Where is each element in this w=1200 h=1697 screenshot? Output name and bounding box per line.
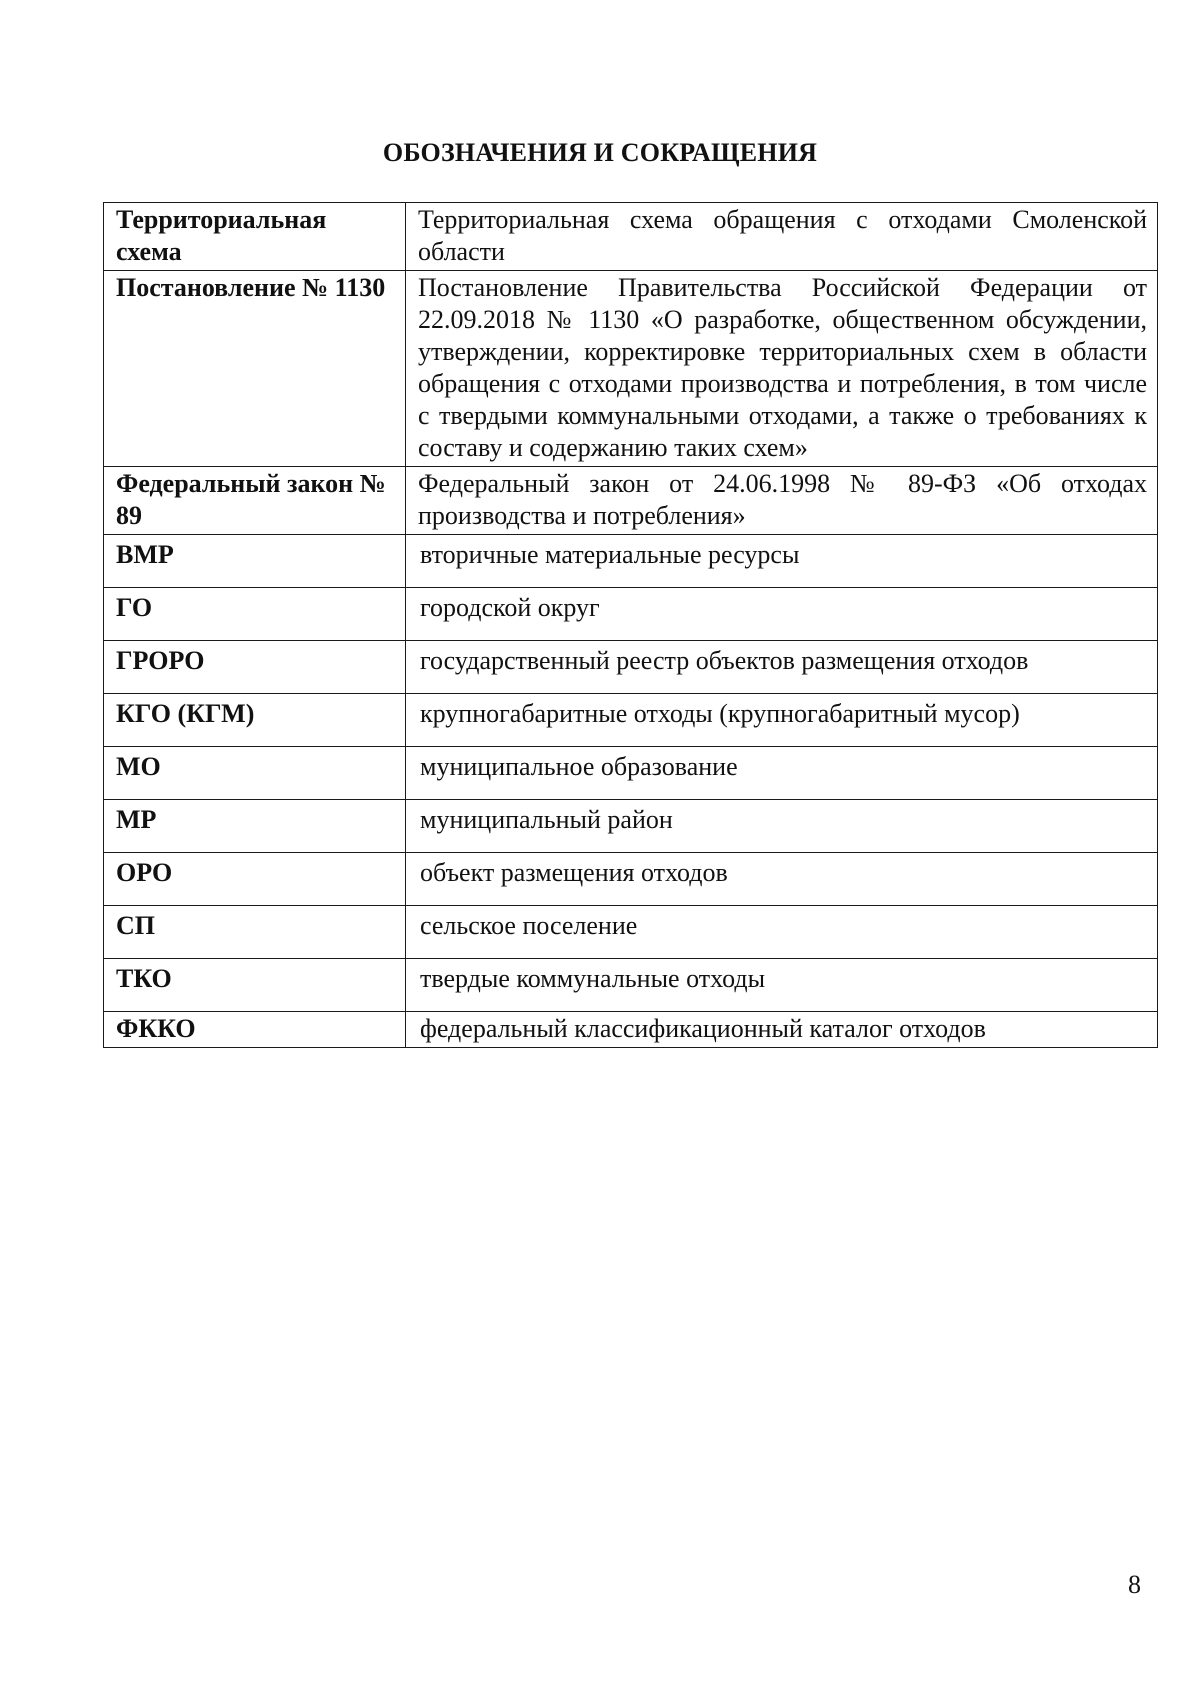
page-title: ОБОЗНАЧЕНИЯ И СОКРАЩЕНИЯ [382,138,818,167]
term-cell: МР [104,800,406,853]
page-number: 8 [1128,1570,1141,1599]
term-cell: Федеральный закон № 89 [104,467,406,535]
table-row [104,467,1158,535]
table-row [104,694,1158,747]
term-cell: ФККО [104,1012,406,1048]
definition-cell: сельское поселение [406,906,1158,959]
definition-cell: муниципальный район [406,800,1158,853]
term-cell: ГРОРО [104,641,406,694]
term-cell: СП [104,906,406,959]
table-row [104,1012,1158,1048]
definition-cell: Территориальная схема обращения с отходами Смоленской области [406,203,1158,271]
term-cell: Постановление № 1130 [104,271,406,467]
term-cell: ВМР [104,535,406,588]
table-row [104,641,1158,694]
term-cell: ОРО [104,853,406,906]
table-row [104,203,1158,271]
term-cell: КГО (КГМ) [104,694,406,747]
definition-cell: муниципальное образование [406,747,1158,800]
table-row [104,535,1158,588]
term-cell: ГО [104,588,406,641]
abbreviations-table [103,202,1158,1048]
definition-cell: государственный реестр объектов размещения отходов [406,641,1158,694]
term-cell: ТКО [104,959,406,1012]
term-cell: Территориальная схема [104,203,406,271]
table-row [104,959,1158,1012]
table-row [104,747,1158,800]
definition-cell: объект размещения отходов [406,853,1158,906]
definition-cell: твердые коммунальные отходы [406,959,1158,1012]
table-row [104,588,1158,641]
definition-cell: вторичные материальные ресурсы [406,535,1158,588]
definition-cell: Федеральный закон от 24.06.1998 № 89-ФЗ «Об отходах производства и потребления» [406,467,1158,535]
table-row [104,853,1158,906]
definition-cell: Постановление Правительства Российской Федерации от 22.09.2018 № 1130 «О разработке, общественном обсуждении, утверждении, корректировке территориальных схем в области обращения с отходами производства и потребления, в том числе с твердыми коммунальными отходами, а также о требованиях к составу и содержанию таких схем» [406,271,1158,467]
table-row [104,800,1158,853]
definition-cell: федеральный классификационный каталог отходов [406,1012,1158,1048]
table-row [104,906,1158,959]
definition-cell: крупногабаритные отходы (крупногабаритный мусор) [406,694,1158,747]
term-cell: МО [104,747,406,800]
table-row [104,271,1158,467]
definition-cell: городской округ [406,588,1158,641]
